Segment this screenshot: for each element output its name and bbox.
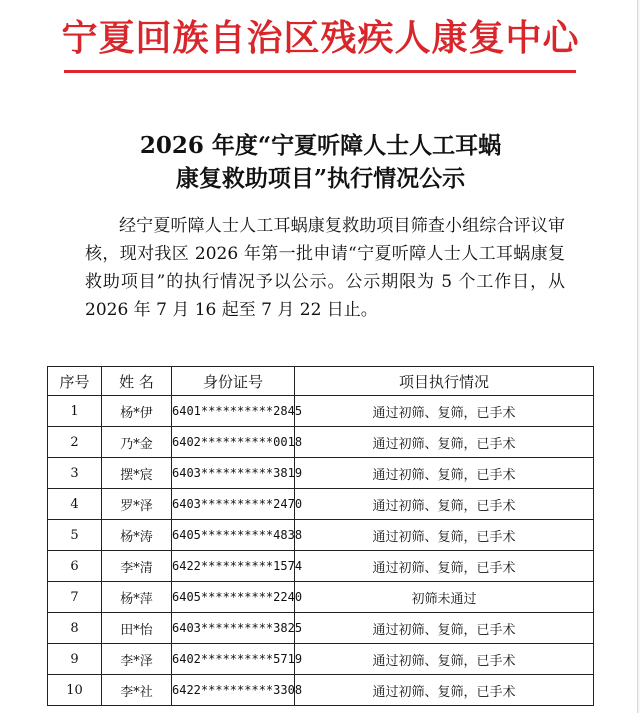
row-number: 7 bbox=[48, 582, 102, 613]
row-name: 田*怡 bbox=[102, 613, 172, 644]
row-number: 4 bbox=[48, 489, 102, 520]
row-number: 10 bbox=[48, 675, 102, 706]
table-row bbox=[48, 458, 594, 489]
row-name: 摆*宸 bbox=[102, 458, 172, 489]
row-status: 通过初筛、复筛，已手术 bbox=[295, 458, 594, 489]
row-id-number: 6401**********2845 bbox=[172, 396, 295, 427]
row-number: 3 bbox=[48, 458, 102, 489]
row-number: 2 bbox=[48, 427, 102, 458]
row-status: 通过初筛、复筛，已手术 bbox=[295, 427, 594, 458]
row-name: 李*泽 bbox=[102, 644, 172, 675]
row-status: 通过初筛、复筛，已手术 bbox=[295, 675, 594, 706]
table-row bbox=[48, 551, 594, 582]
row-id-number: 6402**********0018 bbox=[172, 427, 295, 458]
row-name: 李*清 bbox=[102, 551, 172, 582]
row-status: 通过初筛、复筛，已手术 bbox=[295, 613, 594, 644]
row-name: 李*社 bbox=[102, 675, 172, 706]
row-name: 罗*泽 bbox=[102, 489, 172, 520]
table-body bbox=[48, 396, 594, 706]
row-status: 通过初筛、复筛，已手术 bbox=[295, 520, 594, 551]
row-id-number: 6403**********3825 bbox=[172, 613, 295, 644]
row-name: 杨*萍 bbox=[102, 582, 172, 613]
row-id-number: 6405**********2240 bbox=[172, 582, 295, 613]
header-name: 姓 名 bbox=[102, 367, 172, 396]
table-row bbox=[48, 644, 594, 675]
table-row bbox=[48, 675, 594, 706]
table-row bbox=[48, 396, 594, 427]
row-id-number: 6422**********1574 bbox=[172, 551, 295, 582]
row-id-number: 6403**********2470 bbox=[172, 489, 295, 520]
row-status: 通过初筛、复筛，已手术 bbox=[295, 644, 594, 675]
row-id-number: 6405**********4838 bbox=[172, 520, 295, 551]
table-header-row bbox=[48, 367, 594, 396]
row-number: 9 bbox=[48, 644, 102, 675]
table-row bbox=[48, 520, 594, 551]
table-row bbox=[48, 427, 594, 458]
row-status: 初筛未通过 bbox=[295, 582, 594, 613]
row-number: 6 bbox=[48, 551, 102, 582]
row-name: 乃*金 bbox=[102, 427, 172, 458]
row-id-number: 6403**********3819 bbox=[172, 458, 295, 489]
row-id-number: 6422**********3308 bbox=[172, 675, 295, 706]
header-id: 身份证号 bbox=[172, 367, 295, 396]
row-status: 通过初筛、复筛，已手术 bbox=[295, 489, 594, 520]
row-number: 8 bbox=[48, 613, 102, 644]
header-status: 项目执行情况 bbox=[295, 367, 594, 396]
document-title-line-1: 2026 年度“宁夏听障人士人工耳蜗 bbox=[139, 132, 502, 159]
row-number: 5 bbox=[48, 520, 102, 551]
row-name: 杨*伊 bbox=[102, 396, 172, 427]
document-title-line-2: 康复救助项目”执行情况公示 bbox=[175, 165, 466, 192]
table-row bbox=[48, 613, 594, 644]
row-number: 1 bbox=[48, 396, 102, 427]
row-id-number: 6402**********5719 bbox=[172, 644, 295, 675]
beneficiary-table bbox=[47, 366, 594, 706]
intro-paragraph: 经宁夏听障人士人工耳蜗康复救助项目筛查小组综合评议审核，现对我区 2026 年第一批申请“宁夏听障人士人工耳蜗康复救助项目”的执行情况予以公示。公示期限为 5 个工作日，从 2026 年 7 月 16 起至 7 月 22 日止。 bbox=[85, 216, 565, 320]
organization-header: 宁夏回族自治区残疾人康复中心 bbox=[61, 17, 580, 59]
row-status: 通过初筛、复筛，已手术 bbox=[295, 396, 594, 427]
row-name: 杨*涛 bbox=[102, 520, 172, 551]
row-status: 通过初筛、复筛，已手术 bbox=[295, 551, 594, 582]
header-no: 序号 bbox=[48, 367, 102, 396]
header-rule bbox=[64, 70, 576, 73]
table-row bbox=[48, 582, 594, 613]
table-row bbox=[48, 489, 594, 520]
